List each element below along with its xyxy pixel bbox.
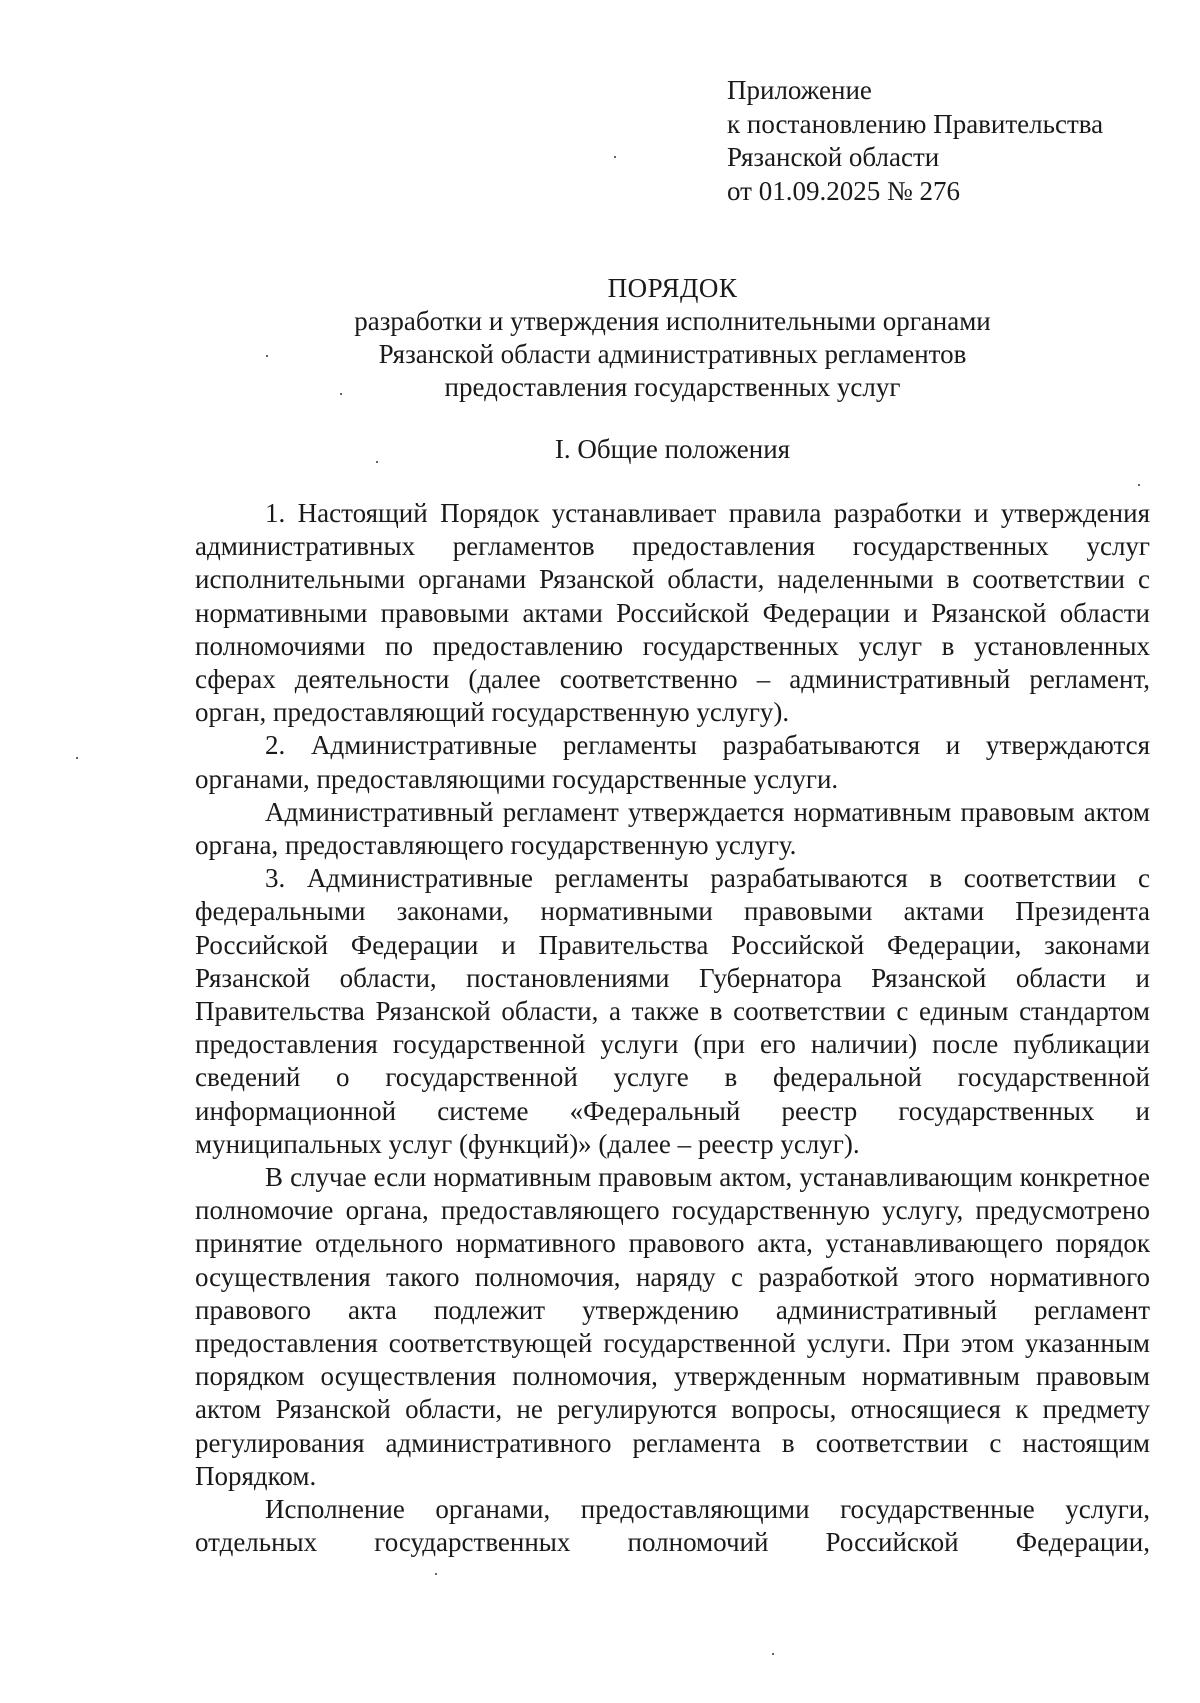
appendix-line: к постановлению Правительства xyxy=(727,108,1104,139)
paragraph: 1. Настоящий Порядок устанавливает правила разработки и утверждения административных регламентов предоставления государственных услуг исполнительными органами Рязанской области, наделенными в соответствии с нормативными правовыми актами Российской Федерации и Рязанской области полномочиями по предоставлению государственных услуг в установленных сферах деятельности (далее соответственно – административный регламент, орган, предоставляющий государственную услугу). xyxy=(195,498,1150,728)
paragraph: 2. Административные регламенты разрабатываются и утверждаются органами, предоставляющими государственные услуги. xyxy=(195,730,1150,794)
scan-speck xyxy=(376,461,378,463)
paragraph: Административный регламент утверждается нормативным правовым актом органа, предоставляющего государственную услугу. xyxy=(195,796,1150,861)
title-line: разработки и утверждения исполнительными органами xyxy=(354,306,991,336)
appendix-line: Приложение xyxy=(727,75,872,105)
document-title xyxy=(195,272,1150,404)
scan-speck xyxy=(772,1653,774,1655)
section-heading: I. Общие положения xyxy=(554,434,791,464)
scan-speck xyxy=(266,355,268,357)
scan-speck xyxy=(435,1573,437,1575)
paragraph: Исполнение органами, предоставляющими государственные услуги, отдельных государственных полномочий Российской Федерации, xyxy=(195,1494,1150,1558)
scan-speck xyxy=(76,757,78,759)
scan-speck xyxy=(340,393,342,395)
appendix-line: Рязанской области xyxy=(727,142,940,172)
scan-speck xyxy=(1138,484,1140,486)
scan-speck xyxy=(614,156,616,158)
document-body xyxy=(195,497,1150,1560)
paragraph: 3. Административные регламенты разрабатываются в соответствии с федеральными законами, нормативными правовыми актами Президента Российской Федерации и Правительства Российской Федерации, законами Рязанской области, постановлениями Губернатора Рязанской области и Правительства Рязанской области, а также в соответствии с единым стандартом предоставления государственной услуги (при его наличии) после публикации сведений о государственной услуге в федеральной государственной информационной системе «Федеральный реестр государственных и муниципальных услуг (функций)» (далее – реестр услуг). xyxy=(195,863,1150,1159)
appendix-header xyxy=(727,74,1167,208)
title-line: предоставления государственных услуг xyxy=(444,372,901,402)
paragraph: В случае если нормативным правовым актом, устанавливающим конкретное полномочие органа, предоставляющего государственную услугу, предусмотрено принятие отдельного нормативного правового акта, устанавливающего порядок осуществления такого полномочия, наряду с разработкой этого нормативного правового акта подлежит утверждению административный регламент предоставления соответствующей государственной услуги. При этом указанным порядком осуществления полномочия, утвержденным нормативным правовым актом Рязанской области, не регулируются вопросы, относящиеся к предмету регулирования административного регламента в соответствии с настоящим Порядком. xyxy=(195,1162,1150,1491)
title-main: ПОРЯДОК xyxy=(607,273,738,303)
appendix-date-number: от 01.09.2025 № 276 xyxy=(727,175,960,206)
title-line: Рязанской области административных регламентов xyxy=(378,339,967,369)
